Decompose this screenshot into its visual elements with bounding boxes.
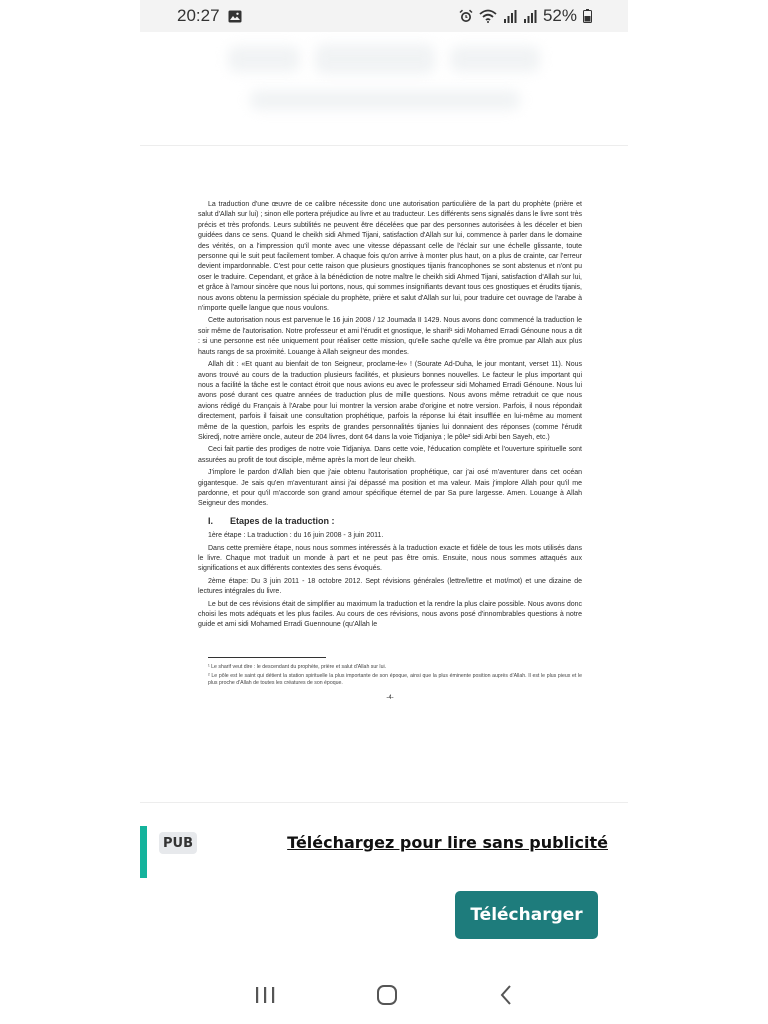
download-button[interactable]: Télécharger: [455, 891, 598, 939]
blurred-title-block: [228, 46, 300, 72]
ad-strip: [140, 826, 628, 878]
divider: [140, 802, 628, 803]
footnote: ¹ Le sharif veut dire : le descendant du prophète, prière et salut d'Allah sur lui.: [208, 663, 387, 670]
status-left: [177, 6, 242, 26]
blurred-title-block: [315, 44, 435, 74]
divider: [140, 145, 628, 146]
recent-apps-icon[interactable]: [254, 985, 276, 1005]
home-icon[interactable]: [376, 985, 398, 1005]
ad-download-link[interactable]: Téléchargez pour lire sans publicité: [287, 833, 608, 852]
doc-paragraph: J'implore le pardon d'Allah bien que j'aie obtenu l'autorisation prophétique, car j'ai osé m'aventurer dans cet océan gigantesque. Je sais qu'en m'aventurant ainsi j'ai dépassé ma position et ma valeur. Mais j'implore Allah pour qu'il me pardonne, et pour qu'il m'accorde son grand amour spécifique éternel de par Sa pure largesse. Amen. Louange à Allah Seigneur des mondes.: [198, 469, 582, 508]
footnote-rule: [208, 657, 326, 658]
section-heading-number: I.: [208, 515, 214, 526]
status-bar: [140, 0, 628, 32]
nav-bar: [140, 970, 628, 1020]
section-heading-text: Etapes de la traduction :: [230, 515, 335, 526]
back-icon[interactable]: [498, 984, 514, 1006]
ad-accent-bar: [140, 826, 147, 878]
doc-paragraph: Ceci fait partie des prodiges de notre voie Tidjaniya. Dans cette voie, l'éducation complète et l'ouverture spirituelle sont assurées au profit de tout disciple, même après la mort de leur cheikh.: [198, 446, 582, 464]
document-page: [198, 200, 582, 780]
blurred-subtitle-block: [250, 90, 520, 110]
blurred-title-block: [450, 46, 540, 72]
step-line: 2ème étape: Du 3 juin 2011 - 18 octobre 2012. Sept révisions générales (lettre/lettre et mot/mot) et une dizaine de lectures intégrales du livre.: [198, 577, 582, 596]
doc-paragraph: La traduction d'une œuvre de ce calibre nécessite donc une autorisation particulière de la part du prophète (prière et salut d'Allah sur lui) ; sinon elle portera préjudice au livre et au traducteur. Les différents sens signalés dans le livre sont très précis et très profonds. Leurs subtilités ne peuvent être décelées que par des personnes autorisées à les déceler et bien guidées dans ce sens. Quand le cheikh sidi Ahmed Tijani, satisfaction d'Allah sur lui, commence à parler dans le domaine des vérités, on a l'impression qu'il monte avec une vitesse dépassant celle de l'éclair sur une échelle glissante, toute personne qui le suit peut facilement tomber. A chaque fois qu'on arrive à monter plus haut, on a plus de crainte, car l'erreur devient impardonnable. C'est pour cette raison que plusieurs gnostiques tijanis francophones se sont abstenus et n'ont pu oser le traduire. Cependant, et grâce à la bénédiction de notre maître le cheikh sidi Ahmed Tijani, satisfaction d'Allah sur lui, et grâce à l'amour sincère que nous lui portons, nous, qui sommes insignifiants devant tous ces gnostiques et érudits tijanis, nous avons obtenu la permission spéciale du prophète, prière et salut d'Allah sur lui, pour traduire cet ouvrage de l'arabe à n'importe quelle langue que nous voulons.: [198, 201, 582, 313]
footnote: ² Le pôle est le saint qui détient la station spirituelle la plus importante de son époque, ainsi que la plus éminente position auprès d'Allah. Il est le plus pieux et le plus proche d'Allah de toutes les créatures de son époque.: [208, 672, 582, 686]
status-time: 20:27: [177, 6, 220, 25]
page-number: -4-: [386, 694, 394, 701]
status-right: [459, 6, 592, 26]
step-paragraph: Le but de ces révisions était de simplifier au maximum la traduction et la rendre la plus claire possible. Nous avons donc choisi les mots adéquats et les plus faciles. Au cours de ces révisions, nous avons posé d'innombrables questions à notre guide et ami sidi Mohamed Erradi Guennoune (qu'Allah le: [198, 600, 582, 629]
alarm-icon: [459, 9, 473, 23]
doc-paragraph: Cette autorisation nous est parvenue le 16 juin 2008 / 12 Joumada II 1429. Nous avons donc commencé la traduction le soir même de l'autorisation. Notre professeur et ami l'érudit et gnostique, le sharif¹ sidi Mohamed Erradi Génoune nous a dit : si une personne est née uniquement pour réaliser cette mission, qu'elle sache qu'elle va être promue par Allah aux plus hauts rangs de sa proximité. Louange à Allah seigneur des mondes.: [198, 317, 582, 356]
signal-icon: [523, 9, 537, 23]
step-line: 1ère étape : La traduction : du 16 juin 2008 - 3 juin 2011.: [208, 532, 384, 540]
step-paragraph: Dans cette première étape, nous nous sommes intéressés à la traduction exacte et fidèle de tous les mots utilisés dans le livre. Chaque mot traduit un monde à part et ne peut pas être omis. Ensuite, nous nous sommes attaqués aux significations et aux différents contextes des sens évoqués.: [198, 544, 582, 573]
signal-icon: [503, 9, 517, 23]
section-heading: [208, 516, 582, 526]
battery-icon: [583, 9, 592, 23]
pub-badge: PUB: [159, 832, 197, 854]
gallery-icon: [228, 10, 242, 23]
wifi-icon: [479, 9, 497, 23]
doc-paragraph: Allah dit : «Et quant au bienfait de ton Seigneur, proclame-le» ! (Sourate Ad-Duha, le jour montant, verset 11). Nous avons trouvé au cours de la traduction plusieurs facilités, et plusieurs bonnes nouvelles. Le facteur le plus important qui nous a facilité la tâche est le contact étroit que nous avions eu avec le professeur sidi Mohamed Erradi Génoune. Nous lui avons posé durant ces quatre années de traduction plus de mille questions. Nous avons même retraduit ce que nous avions rédigé du Français à l'Arabe pour lui montrer la version arabe d'origine et notre version. Parfois, il nous répondait directement, parfois il faisait une consultation prophétique, parfois la réponse lui était insufflée en lui-même au moment même de la question, parfois les esprits de grandes personnalités tijanies lui donnaient des réponses (comme l'érudit Skiredj, notre arrière oncle, auteur de 204 livres, dont 64 dans la voie Tidjaniya ; le pôle² sidi Arbi ben Sayeh, etc.): [198, 361, 582, 441]
faded-header: [140, 32, 628, 144]
battery-percent: 52%: [542, 6, 577, 25]
